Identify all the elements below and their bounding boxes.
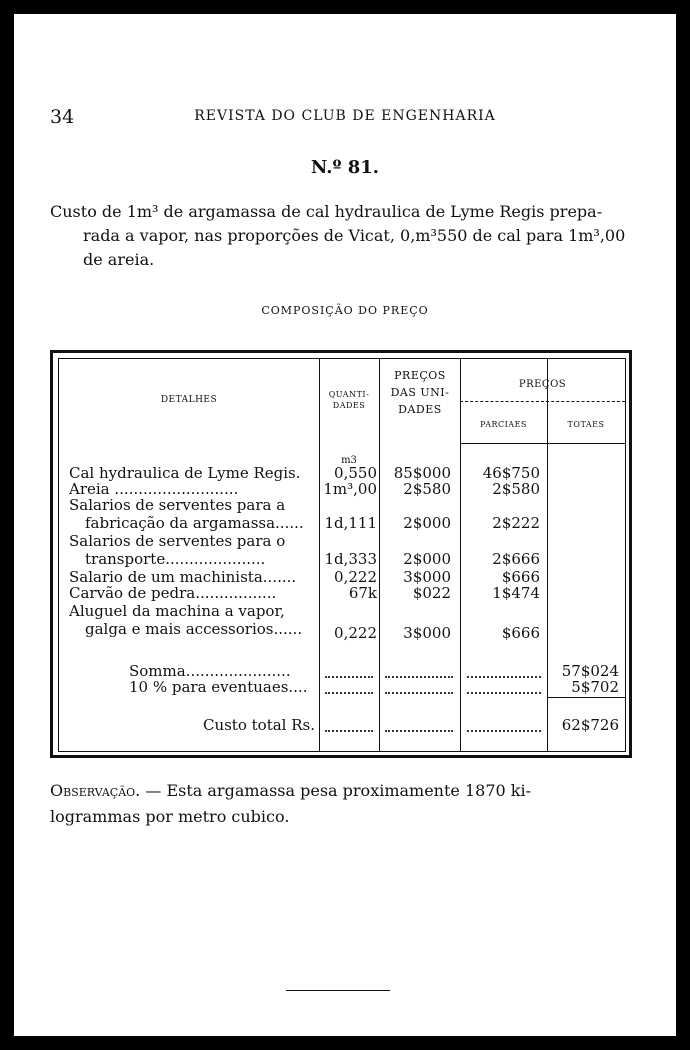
price-table: [50, 350, 632, 758]
intro-line-2: rada a vapor, nas proporções de Vicat, 0,m³550 de cal para 1m³,00: [83, 226, 626, 245]
col-divider: [379, 359, 380, 751]
row-detalhe: Cal hydraulica de Lyme Regis.: [69, 464, 301, 482]
row-parcial: 2$666: [492, 550, 540, 568]
row-detalhe: Salarios de serventes para o: [69, 533, 286, 549]
somma-label: Somma......................: [129, 663, 291, 679]
row-detalhe: Salario de um machinista.......: [69, 569, 297, 585]
intro-line-1: Custo de 1m³ de argamassa de cal hydraulica de Lyme Regis prepa-: [50, 202, 603, 221]
precos-rule: [460, 401, 625, 403]
row-parcial: 2$580: [492, 480, 540, 498]
header-parciaes: PARCIAES: [480, 420, 527, 429]
row-detalhe: Carvão de pedra.................: [69, 585, 277, 601]
row-qty: 1d,333: [324, 550, 377, 568]
eventuaes-total: 5$702: [571, 678, 619, 696]
row-unit-price: 85$000: [393, 464, 451, 482]
row-qty: 0,550: [334, 464, 377, 482]
running-title: REVISTA DO CLUB DE ENGENHARIA: [194, 108, 496, 124]
row-unit-price: 3$000: [403, 568, 451, 586]
row-parcial: 2$222: [492, 514, 540, 532]
row-unit-price: 2$580: [403, 480, 451, 498]
row-detalhe: galga e mais accessorios......: [85, 621, 303, 637]
somma-total: 57$024: [561, 662, 619, 680]
page: [14, 14, 676, 1036]
header-totaes: TOTAES: [567, 420, 605, 429]
leader-dots: [385, 730, 453, 733]
header-precos: PREÇOS: [518, 379, 567, 390]
row-detalhe: fabricação da argamassa......: [85, 515, 304, 531]
observation-paragraph: [50, 778, 640, 830]
intro-line-3: de areia.: [83, 250, 155, 269]
leader-dots: [385, 676, 453, 679]
leader-dots: [325, 730, 373, 733]
leader-dots: [467, 730, 541, 733]
row-qty: 67k: [348, 584, 377, 602]
row-parcial: 46$750: [482, 464, 540, 482]
row-qty: 1d,111: [324, 514, 377, 532]
leader-dots: [467, 676, 541, 679]
col-divider: [547, 359, 548, 751]
leader-dots: [325, 676, 373, 679]
observation-text-2: logrammas por metro cubico.: [50, 807, 290, 826]
totals-rule: [547, 697, 625, 698]
price-table-inner: [58, 358, 626, 752]
row-qty: 1m³,00: [323, 480, 377, 498]
observation-text-1: — Esta argamassa pesa proximamente 1870 ki-: [145, 781, 531, 800]
header-quantidades: QUANTI-DADES: [328, 390, 370, 410]
row-detalhe: Aluguel da machina a vapor,: [69, 603, 285, 619]
row-detalhe: Salarios de serventes para a: [69, 497, 286, 513]
leader-dots: [325, 692, 373, 695]
eventuaes-label: 10 % para eventuaes....: [129, 679, 308, 695]
col-divider: [460, 359, 461, 751]
page-number: 34: [50, 106, 75, 128]
header-rule: [460, 443, 625, 444]
row-unit-price: $022: [412, 584, 451, 602]
row-detalhe: Areia ..........................: [69, 481, 239, 497]
custo-total-value: 62$726: [561, 716, 619, 734]
row-parcial: 1$474: [492, 584, 540, 602]
row-parcial: $666: [501, 568, 540, 586]
unit-label: m3: [341, 455, 357, 466]
row-unit-price: 2$000: [403, 550, 451, 568]
intro-paragraph: [50, 200, 640, 272]
leader-dots: [385, 692, 453, 695]
header-detalhes: DETALHES: [160, 395, 218, 405]
row-parcial: $666: [501, 624, 540, 642]
row-detalhe: transporte.....................: [85, 551, 266, 567]
row-qty: 0,222: [334, 624, 377, 642]
composition-title: COMPOSIÇÃO DO PREÇO: [261, 304, 429, 317]
row-unit-price: 3$000: [403, 624, 451, 642]
row-unit-price: 2$000: [403, 514, 451, 532]
observation-label: Observação.: [50, 781, 141, 800]
col-divider: [319, 359, 320, 751]
footer-rule: [286, 990, 390, 991]
leader-dots: [467, 692, 541, 695]
row-qty: 0,222: [334, 568, 377, 586]
header-precos-unidades: PREÇOS DAS UNI-DADES: [390, 369, 450, 416]
document-number: N.º 81.: [310, 157, 380, 178]
custo-total-label: Custo total Rs.: [202, 716, 315, 734]
